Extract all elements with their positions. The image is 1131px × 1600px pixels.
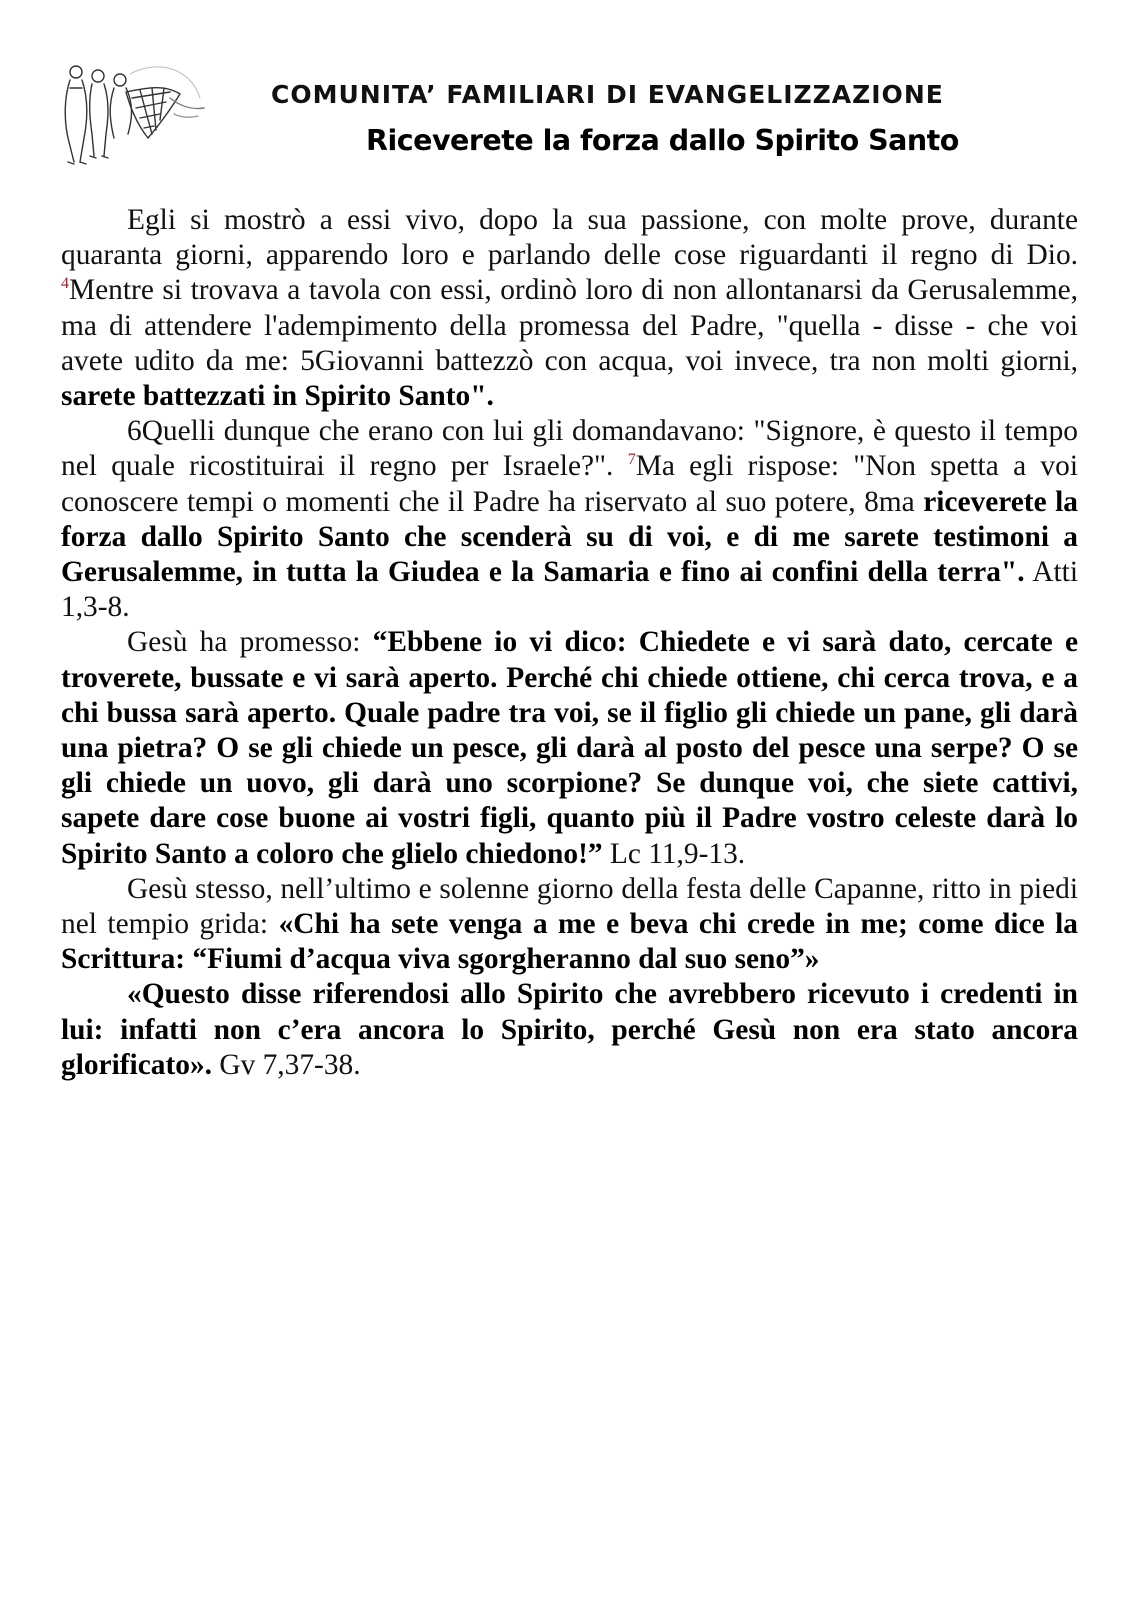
bold-text: «Chi ha sete venga a me e beva chi crede in me; come dice la Scrittura: “Fiumi d’acqua viva sgorgheranno dal suo seno”» <box>61 908 1078 976</box>
text-run: Gesù ha promesso: <box>127 626 373 659</box>
bold-text: riceverete la forza dallo Spirito Santo che scenderà su di voi, e di me sarete testimoni a Gerusalemme, in tutta la Giudea e la Samaria e fino ai confini della terra". <box>61 485 1079 589</box>
document-body <box>61 203 1078 1083</box>
organization-name: COMUNITA’ FAMILIARI DI EVANGELIZZAZIONE <box>271 80 944 109</box>
paragraph <box>61 977 1078 1083</box>
scripture-reference: Lc 11,9-13. <box>602 837 746 870</box>
bold-text: sarete battezzati in Spirito Santo". <box>61 380 494 413</box>
text-run: Mentre si trovava a tavola con essi, ordinò loro di non allontanarsi da Gerusalemme, ma di attendere l'adempimento della promessa del Padre, "quella - disse - che voi avete udito da me: 5Giovanni battezzò con acqua, voi invece, tra non molti giorni, <box>61 274 1078 377</box>
text-run: 6Quelli dunque che erano con lui gli domandavano: "Signore, è questo il tempo nel quale ricostituirai il regno per Israele?". <box>61 415 1078 483</box>
page-title: Riceverete la forza dallo Spirito Santo <box>366 124 959 157</box>
paragraph <box>61 414 1078 625</box>
verse-number: 7 <box>627 451 636 469</box>
text-run: Gesù stesso, nell’ultimo e solenne giorno della festa delle Capanne, ritto in piedi nel tempio grida: <box>61 872 1078 941</box>
paragraph <box>61 203 1078 414</box>
verse-number: 4 <box>61 275 69 293</box>
paragraph <box>61 872 1078 978</box>
scripture-reference: Gv 7,37-38. <box>212 1048 361 1081</box>
text-run: Egli si mostrò a essi vivo, dopo la sua passione, con molte prove, durante quaranta giorni, apparendo loro e parlando delle cose riguardanti il regno di Dio. <box>61 204 1078 272</box>
fishermen-with-net-icon <box>60 58 208 174</box>
scripture-reference: Atti 1,3-8. <box>61 556 1078 624</box>
bold-text: «Questo disse riferendosi allo Spirito che avrebbero ricevuto i credenti in lui: infatti non c’era ancora lo Spirito, perché Gesù non era stato ancora glorificato». <box>61 978 1078 1081</box>
text-run: Ma egli rispose: "Non spetta a voi conoscere tempi o momenti che il Padre ha riservato al suo potere, 8ma <box>61 450 1078 518</box>
bold-text: “Ebbene io vi dico: Chiedete e vi sarà dato, cercate e troverete, bussate e vi sarà aperto. Perché chi chiede ottiene, chi cerca trova, e a chi bussa sarà aperto. Quale padre tra voi, se il figlio gli chiede un pane, gli darà una pietra? O se gli chiede un pesce, gli darà al posto del pesce una serpe? O se gli chiede un uovo, gli darà uno scorpione? Se dunque voi, che siete cattivi, sapete dare cose buone ai vostri figli, quanto più il Padre vostro celeste darà lo Spirito Santo a coloro che glielo chiedono!” <box>61 626 1078 870</box>
paragraph <box>61 625 1078 871</box>
